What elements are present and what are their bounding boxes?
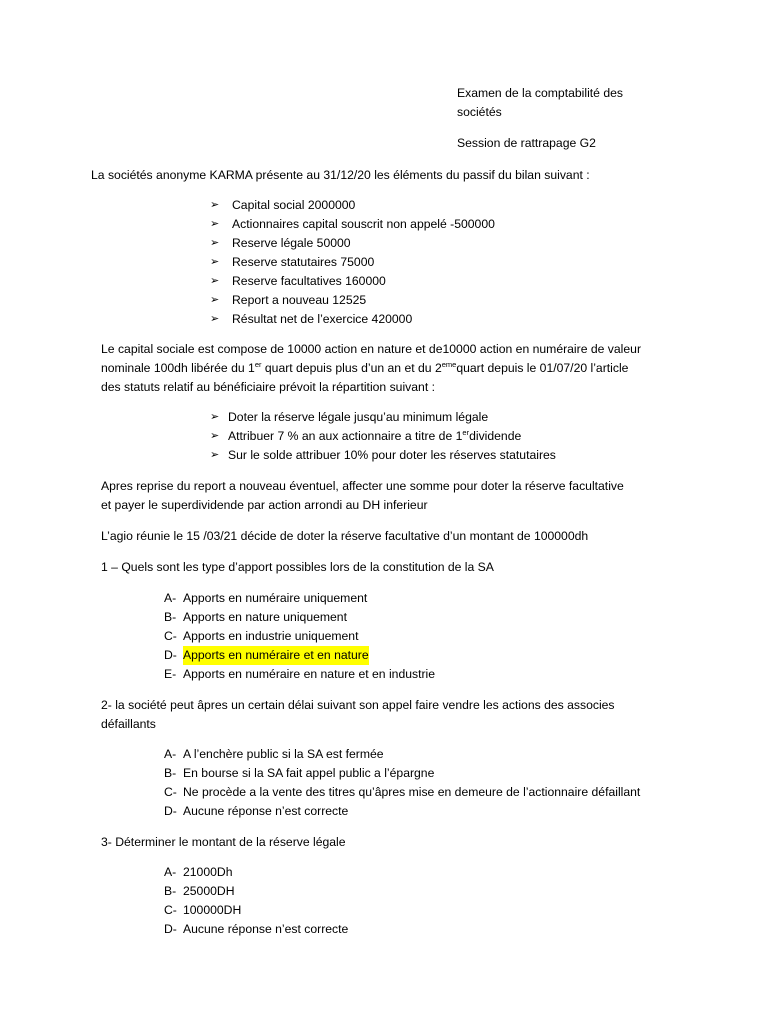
option-text-highlighted: Apports en numéraire et en nature: [183, 646, 369, 665]
repartition-item: Sur le solde attribuer 10% pour doter les réserves statutaires: [228, 448, 556, 462]
option-letter: D-: [164, 922, 177, 936]
capital-paragraph-line: des statuts relatif au bénéficiaire prévoit la répartition suivant :: [101, 380, 435, 394]
option-text: 25000DH: [183, 884, 235, 898]
bullet-arrow-icon: ➢: [210, 313, 220, 325]
passif-item: Reserve légale 50000: [232, 236, 351, 250]
bullet-arrow-icon: ➢: [210, 294, 220, 306]
repartition-item: Doter la réserve légale jusqu’au minimum légale: [228, 410, 489, 424]
exam-title-line2: sociétés: [457, 105, 502, 119]
passif-item: Reserve statutaires 75000: [232, 255, 375, 269]
option-text: Apports en nature uniquement: [183, 610, 347, 624]
passif-item: Reserve facultatives 160000: [232, 274, 386, 288]
option-letter: B-: [164, 884, 177, 898]
bullet-arrow-icon: ➢: [210, 256, 220, 268]
option-letter: C-: [164, 903, 177, 917]
option-letter: D-: [164, 648, 177, 662]
option-letter: C-: [164, 629, 177, 643]
passif-item: Capital social 2000000: [232, 198, 356, 212]
option-letter: A-: [164, 865, 177, 879]
option-letter: A-: [164, 591, 177, 605]
capital-paragraph-line: Le capital sociale est compose de 10000 action en nature et de10000 action en numéraire de valeur: [101, 342, 641, 356]
option-letter: B-: [164, 610, 177, 624]
question-2-continued: défaillants: [101, 717, 156, 731]
capital-paragraph-line: nominale 100dh libérée du 1er quart depuis plus d’un an et du 2emequart depuis le 01/07/20 l’article: [101, 360, 629, 375]
question-1: 1 – Quels sont les type d’apport possibles lors de la constitution de la SA: [101, 560, 494, 574]
passif-item: Report a nouveau 12525: [232, 293, 367, 307]
option-text: En bourse si la SA fait appel public a l’épargne: [183, 766, 435, 780]
intro-statement: La sociétés anonyme KARMA présente au 31/12/20 les éléments du passif du bilan suivant :: [91, 168, 590, 182]
option-text: Apports en industrie uniquement: [183, 629, 359, 643]
bullet-arrow-icon: ➢: [210, 237, 220, 249]
option-letter: E-: [164, 667, 177, 681]
question-2: 2- la société peut âpres un certain délai suivant son appel faire vendre les actions des associes: [101, 698, 615, 712]
option-letter: A-: [164, 747, 177, 761]
ago-decision: L’agio réunie le 15 /03/21 décide de doter la réserve facultative d’un montant de 100000dh: [101, 529, 589, 543]
option-text: Apports en numéraire uniquement: [183, 591, 368, 605]
option-letter: C-: [164, 785, 177, 799]
option-text: Aucune réponse n’est correcte: [183, 922, 349, 936]
question-3: 3- Déterminer le montant de la réserve légale: [101, 835, 346, 849]
option-text: Apports en numéraire en nature et en industrie: [183, 667, 436, 681]
option-text: Ne procède a la vente des titres qu’âpres mise en demeure de l’actionnaire défaillant: [183, 785, 641, 799]
apres-paragraph-line: et payer le superdividende par action arrondi au DH inferieur: [101, 498, 428, 512]
passif-item: Actionnaires capital souscrit non appelé -500000: [232, 217, 495, 231]
bullet-arrow-icon: ➢: [210, 449, 220, 461]
repartition-item: Attribuer 7 % an aux actionnaire a titre de 1erdividende: [228, 428, 522, 443]
passif-item: Résultat net de l’exercice 420000: [232, 312, 413, 326]
bullet-arrow-icon: ➢: [210, 199, 220, 211]
exam-session: Session de rattrapage G2: [457, 136, 596, 150]
bullet-arrow-icon: ➢: [210, 218, 220, 230]
exam-title-line1: Examen de la comptabilité des: [457, 86, 623, 100]
option-text: 21000Dh: [183, 865, 233, 879]
bullet-arrow-icon: ➢: [210, 275, 220, 287]
option-letter: D-: [164, 804, 177, 818]
apres-paragraph-line: Apres reprise du report a nouveau éventuel, affecter une somme pour doter la réserve facultative: [101, 479, 624, 493]
option-text: A l’enchère public si la SA est fermée: [183, 747, 384, 761]
option-text: Aucune réponse n’est correcte: [183, 804, 349, 818]
option-letter: B-: [164, 766, 177, 780]
bullet-arrow-icon: ➢: [210, 430, 220, 442]
bullet-arrow-icon: ➢: [210, 411, 220, 423]
option-text: 100000DH: [183, 903, 242, 917]
